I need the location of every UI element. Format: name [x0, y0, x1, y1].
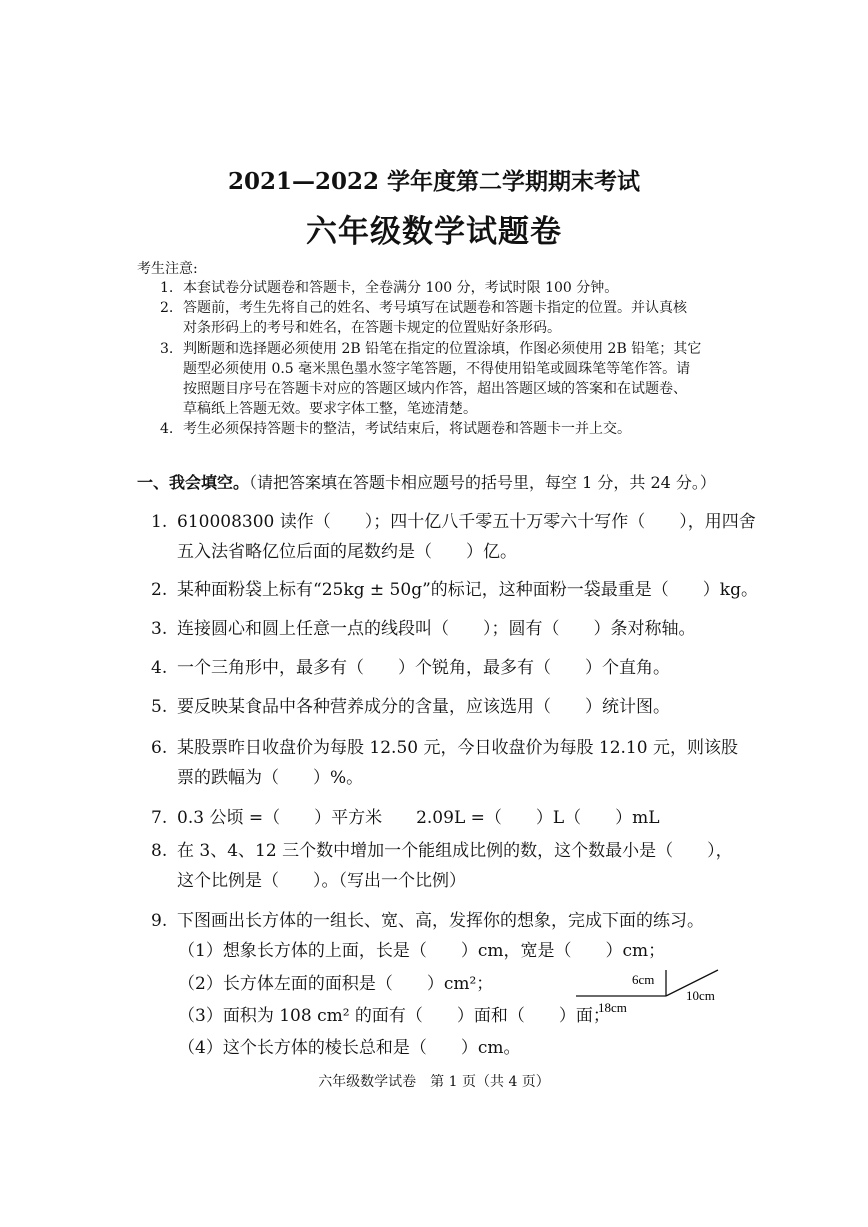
- question-number: 2.: [151, 580, 168, 600]
- question-item: [151, 692, 670, 722]
- question-item: [151, 653, 670, 683]
- cuboid-edge-figure: [570, 960, 730, 1020]
- notice-item-line: 对条形码上的考号和姓名，在答题卡规定的位置贴好条形码。: [183, 320, 561, 337]
- question-item: [151, 507, 756, 567]
- notice-item-line: 草稿纸上答题无效。要求字体工整，笔迹清楚。: [183, 401, 477, 418]
- question-line: 在 3、4、12 三个数中增加一个能组成比例的数，这个数最小是（ ），: [177, 841, 733, 861]
- question-line: 某股票昨日收盘价为每股 12.50 元，今日收盘价为每股 12.10 元，则该股: [177, 738, 738, 758]
- notice-item-number: 3.: [160, 340, 174, 357]
- question-number: 9.: [151, 911, 168, 931]
- question-item: [151, 733, 738, 793]
- question-number: 5.: [151, 697, 168, 717]
- question-item: [151, 575, 758, 605]
- section-1-title: 一、我会填空。: [137, 473, 250, 492]
- question-number: 1.: [151, 512, 168, 532]
- notice-item-line: 题型必须使用 0.5 毫米黑色墨水签字笔答题，不得使用铅笔或圆珠笔等笔作答。请: [183, 360, 691, 377]
- question-line: 票的跌幅为（ ）%。: [177, 768, 364, 788]
- notice-item: [160, 278, 618, 298]
- question-item: [151, 836, 733, 896]
- question-line: 五入法省略亿位后面的尾数约是（ ）亿。: [177, 542, 517, 562]
- question-item: [151, 803, 660, 833]
- q9-sub-3: （3）面积为 108 cm² 的面有（ ）面和（ ）面；: [178, 1006, 610, 1026]
- width-label: 10cm: [686, 988, 715, 1003]
- notice-item: [160, 298, 687, 338]
- q9-sub-4: （4）这个长方体的棱长总和是（ ）cm。: [178, 1038, 521, 1058]
- question-line: 某种面粉袋上标有“25kg ± 50g”的标记，这种面粉一袋最重是（ ）kg。: [177, 580, 758, 600]
- q9-sub-2: （2）长方体左面的面积是（ ）cm²；: [178, 974, 494, 994]
- section-1-heading: [137, 470, 716, 493]
- notice-item-line: 判断题和选择题必须使用 2B 铅笔在指定的位置涂填，作图必须使用 2B 铅笔；其它: [183, 340, 702, 357]
- length-label: 18cm: [598, 1000, 627, 1015]
- question-line: 0.3 公顷 =（ ）平方米 2.09L =（ ）L（ ）mL: [177, 808, 660, 828]
- notice-item-number: 1.: [160, 280, 174, 296]
- question-number: 8.: [151, 841, 168, 861]
- question-number: 3.: [151, 619, 168, 639]
- exam-paper-title: 六年级数学试题卷: [306, 214, 562, 250]
- exam-year-title: 2021—2022 学年度第二学期期末考试: [227, 168, 641, 195]
- page-footer: 六年级数学试卷 第 1 页（共 4 页）: [318, 1074, 550, 1090]
- question-line: 一个三角形中，最多有（ ）个锐角，最多有（ ）个直角。: [177, 658, 670, 678]
- notice-item-line: 答题前，考生先将自己的姓名、考号填写在试题卷和答题卡指定的位置。并认真核: [183, 300, 687, 317]
- question-number: 7.: [151, 808, 168, 828]
- question-line: 这个比例是（ ）。（写出一个比例）: [177, 871, 466, 891]
- question-item: [151, 906, 704, 936]
- question-item: [151, 614, 696, 644]
- question-line: 要反映某食品中各种营养成分的含量，应该选用（ ）统计图。: [177, 697, 670, 717]
- notice-item: [160, 419, 631, 439]
- question-line: 下图画出长方体的一组长、宽、高，发挥你的想象，完成下面的练习。: [177, 911, 704, 931]
- height-label: 6cm: [632, 972, 655, 987]
- q9-sub-1: （1）想象长方体的上面，长是（ ）cm，宽是（ ）cm；: [178, 941, 666, 961]
- notice-item: [160, 339, 701, 420]
- notice-item-number: 4.: [160, 421, 174, 438]
- question-line: 连接圆心和圆上任意一点的线段叫（ ）；圆有（ ）条对称轴。: [177, 619, 696, 639]
- question-line: 610008300 读作（ ）；四十亿八千零五十万零六十写作（ ），用四舍: [177, 512, 756, 532]
- notice-heading: 考生注意:: [137, 261, 198, 277]
- notice-item-line: 本套试卷分试题卷和答题卡，全卷满分 100 分，考试时限 100 分钟。: [183, 280, 619, 296]
- section-1-note: （请把答案填在答题卡相应题号的括号里，每空 1 分，共 24 分。）: [249, 473, 716, 492]
- notice-item-line: 考生必须保持答题卡的整洁，考试结束后，将试题卷和答题卡一并上交。: [183, 421, 631, 438]
- question-number: 6.: [151, 738, 168, 758]
- notice-item-line: 按照题目序号在答题卡对应的答题区域内作答，超出答题区域的答案和在试题卷、: [183, 381, 687, 397]
- notice-item-number: 2.: [160, 300, 174, 317]
- question-number: 4.: [151, 658, 168, 678]
